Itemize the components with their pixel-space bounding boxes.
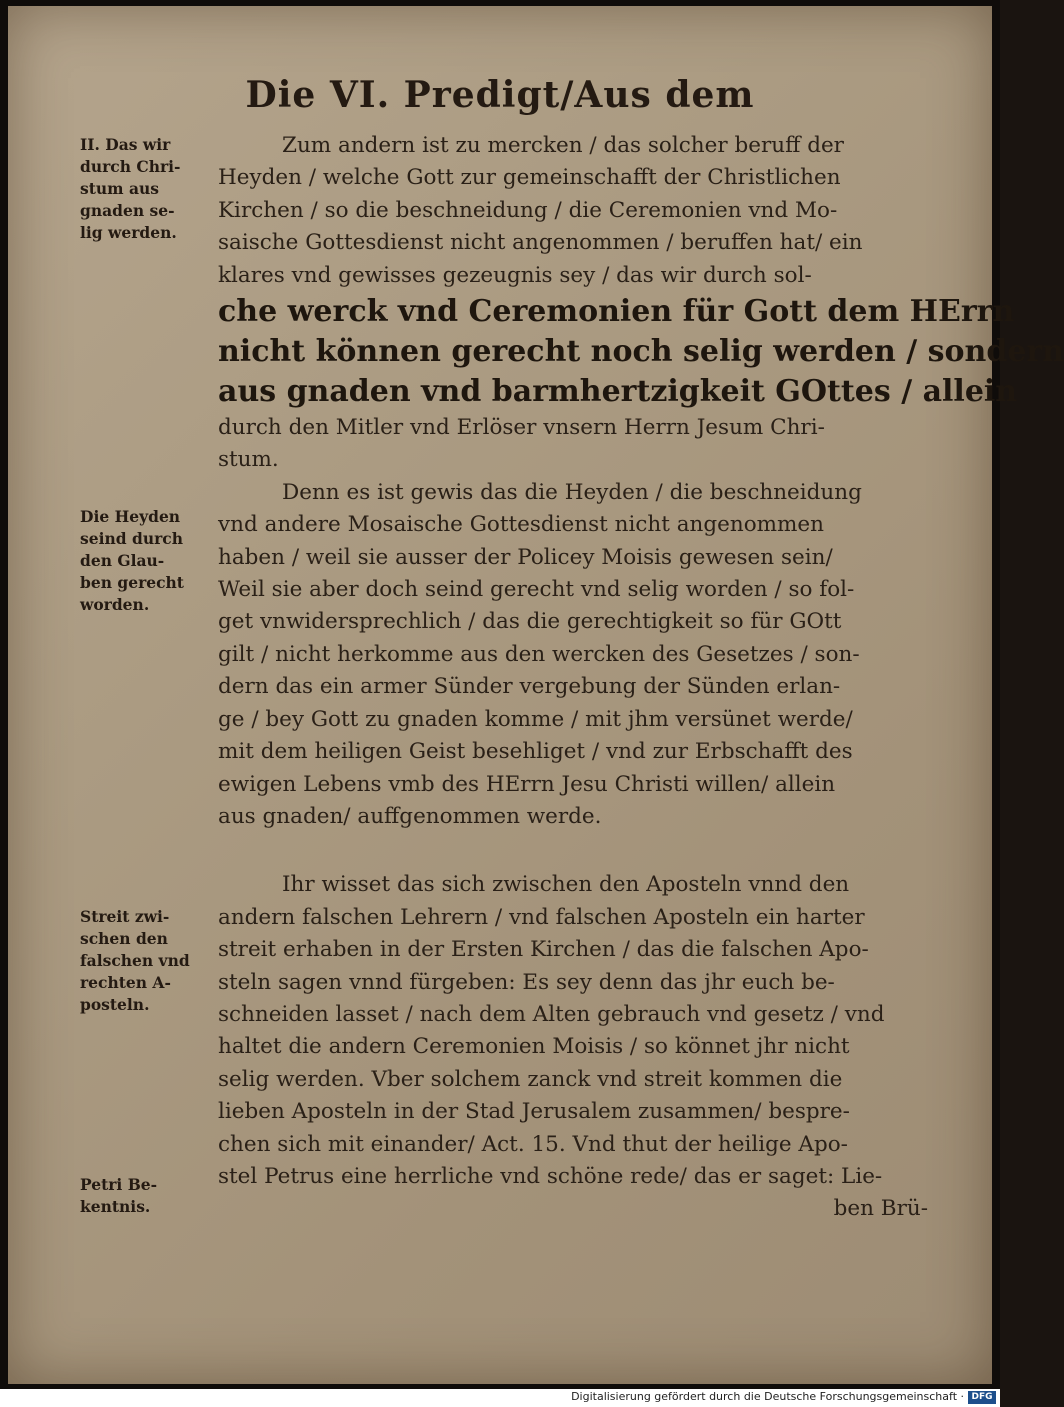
text-line: chen sich mit einander/ Act. 15. Vnd thut der heilige Apo- — [218, 1131, 848, 1157]
text-line: lieben Aposteln in der Stad Jerusalem zusammen/ bespre- — [218, 1099, 850, 1125]
text-line: stel Petrus eine herrliche vnd schöne rede/ das er saget: Lie- — [218, 1163, 883, 1189]
text-line: mit dem heiligen Geist besehliget / vnd zur Erbschafft des — [218, 739, 853, 765]
text-line: andern falschen Lehrern / vnd falschen Aposteln ein harter — [218, 904, 865, 930]
text-line: dern das ein armer Sünder vergebung der Sünden erlan- — [218, 674, 841, 700]
emphasized-line: nicht können gerecht noch selig werden / sondern — [218, 334, 1064, 370]
margin-note-line: seind durch — [80, 529, 183, 548]
margin-note-line: Streit zwi- — [80, 907, 170, 926]
paragraph — [218, 130, 1064, 477]
text-line: Ihr wisset das sich zwischen den Aposteln vnnd den — [282, 872, 850, 898]
text-line: ge / bey Gott zu gnaden komme / mit jhm versünet werde/ — [218, 706, 853, 732]
text-line: selig werden. Vber solchem zanck vnd streit kommen die — [218, 1066, 843, 1092]
margin-note-line: den Glau- — [80, 551, 165, 570]
margin-note-line: schen den — [80, 929, 168, 948]
margin-note-line: durch Chri- — [80, 157, 181, 176]
paragraph — [218, 477, 928, 833]
margin-note-line: falschen vnd — [80, 951, 190, 970]
page-paper — [8, 6, 1064, 1384]
text-line: stum. — [218, 447, 279, 473]
funding-notice: Digitalisierung gefördert durch die Deutsche Forschungsgemeinschaft · — [571, 1390, 964, 1403]
margin-note-line: gnaden se- — [80, 201, 175, 220]
text-line: schneiden lasset / nach dem Alten gebrauch vnd gesetz / vnd — [218, 1001, 885, 1027]
margin-note-line: ben gerecht — [80, 573, 184, 592]
text-line: Kirchen / so die beschneidung / die Ceremonien vnd Mo- — [218, 197, 838, 223]
text-line: Denn es ist gewis das die Heyden / die beschneidung — [282, 479, 862, 505]
footer-bar — [0, 1389, 1000, 1407]
main-text — [218, 130, 1064, 1226]
text-line: aus gnaden/ auffgenommen werde. — [218, 803, 602, 829]
text-line: Zum andern ist zu mercken / das solcher beruff der — [282, 133, 844, 158]
emphasized-line: che werck vnd Ceremonien für Gott dem HErrn — [218, 294, 1015, 330]
text-line: saische Gottesdienst nicht angenommen / beruffen hat/ ein — [218, 230, 863, 256]
margin-note — [80, 134, 228, 244]
text-line: klares vnd gewisses gezeugnis sey / das wir durch sol- — [218, 262, 812, 288]
margin-note-line: II. Das wir — [80, 135, 171, 154]
text-line: steln sagen vnnd fürgeben: Es sey denn das jhr euch be- — [218, 969, 835, 995]
text-line: Weil sie aber doch seind gerecht vnd selig worden / so fol- — [218, 577, 855, 603]
text-line: streit erhaben in der Ersten Kirchen / das die falschen Apo- — [218, 937, 869, 963]
text-line: ewigen Lebens vmb des HErrn Jesu Christi willen/ allein — [218, 771, 836, 797]
text-line: haltet die andern Ceremonien Moisis / so könnet jhr nicht — [218, 1034, 850, 1060]
margin-note-line: Petri Be- — [80, 1175, 158, 1194]
text-line: durch den Mitler vnd Erlöser vnsern Herrn Jesum Chri- — [218, 415, 825, 441]
running-header: Die VI. Predigt/Aus dem — [245, 74, 755, 116]
text-line: get vnwidersprechlich / das die gerechtigkeit so für GOtt — [218, 609, 842, 635]
margin-note-line: lig werden. — [80, 223, 177, 242]
margin-note — [80, 1174, 228, 1218]
margin-note — [80, 906, 228, 1016]
margin-note-line: stum aus — [80, 179, 159, 198]
text-line: Heyden / welche Gott zur gemeinschafft der Christlichen — [218, 165, 841, 191]
text-line: haben / weil sie ausser der Policey Moisis gewesen sein/ — [218, 544, 833, 570]
text-line: vnd andere Mosaische Gottesdienst nicht angenommen — [218, 512, 824, 538]
margin-note — [80, 506, 228, 616]
margin-note-line: Die Heyden — [80, 507, 181, 526]
margin-note-line: kentnis. — [80, 1197, 151, 1216]
margin-note-line: posteln. — [80, 995, 150, 1014]
dfg-logo-icon: DFG — [968, 1391, 996, 1404]
paragraph — [218, 869, 928, 1225]
text-line: gilt / nicht herkomme aus den wercken des Gesetzes / son- — [218, 641, 860, 667]
emphasized-line: aus gnaden vnd barmhertzigkeit GOttes / allein — [218, 374, 1018, 410]
catchword-line: ben Brü- — [833, 1196, 928, 1222]
margin-note-line: worden. — [80, 595, 150, 614]
margin-note-line: rechten A- — [80, 973, 171, 992]
